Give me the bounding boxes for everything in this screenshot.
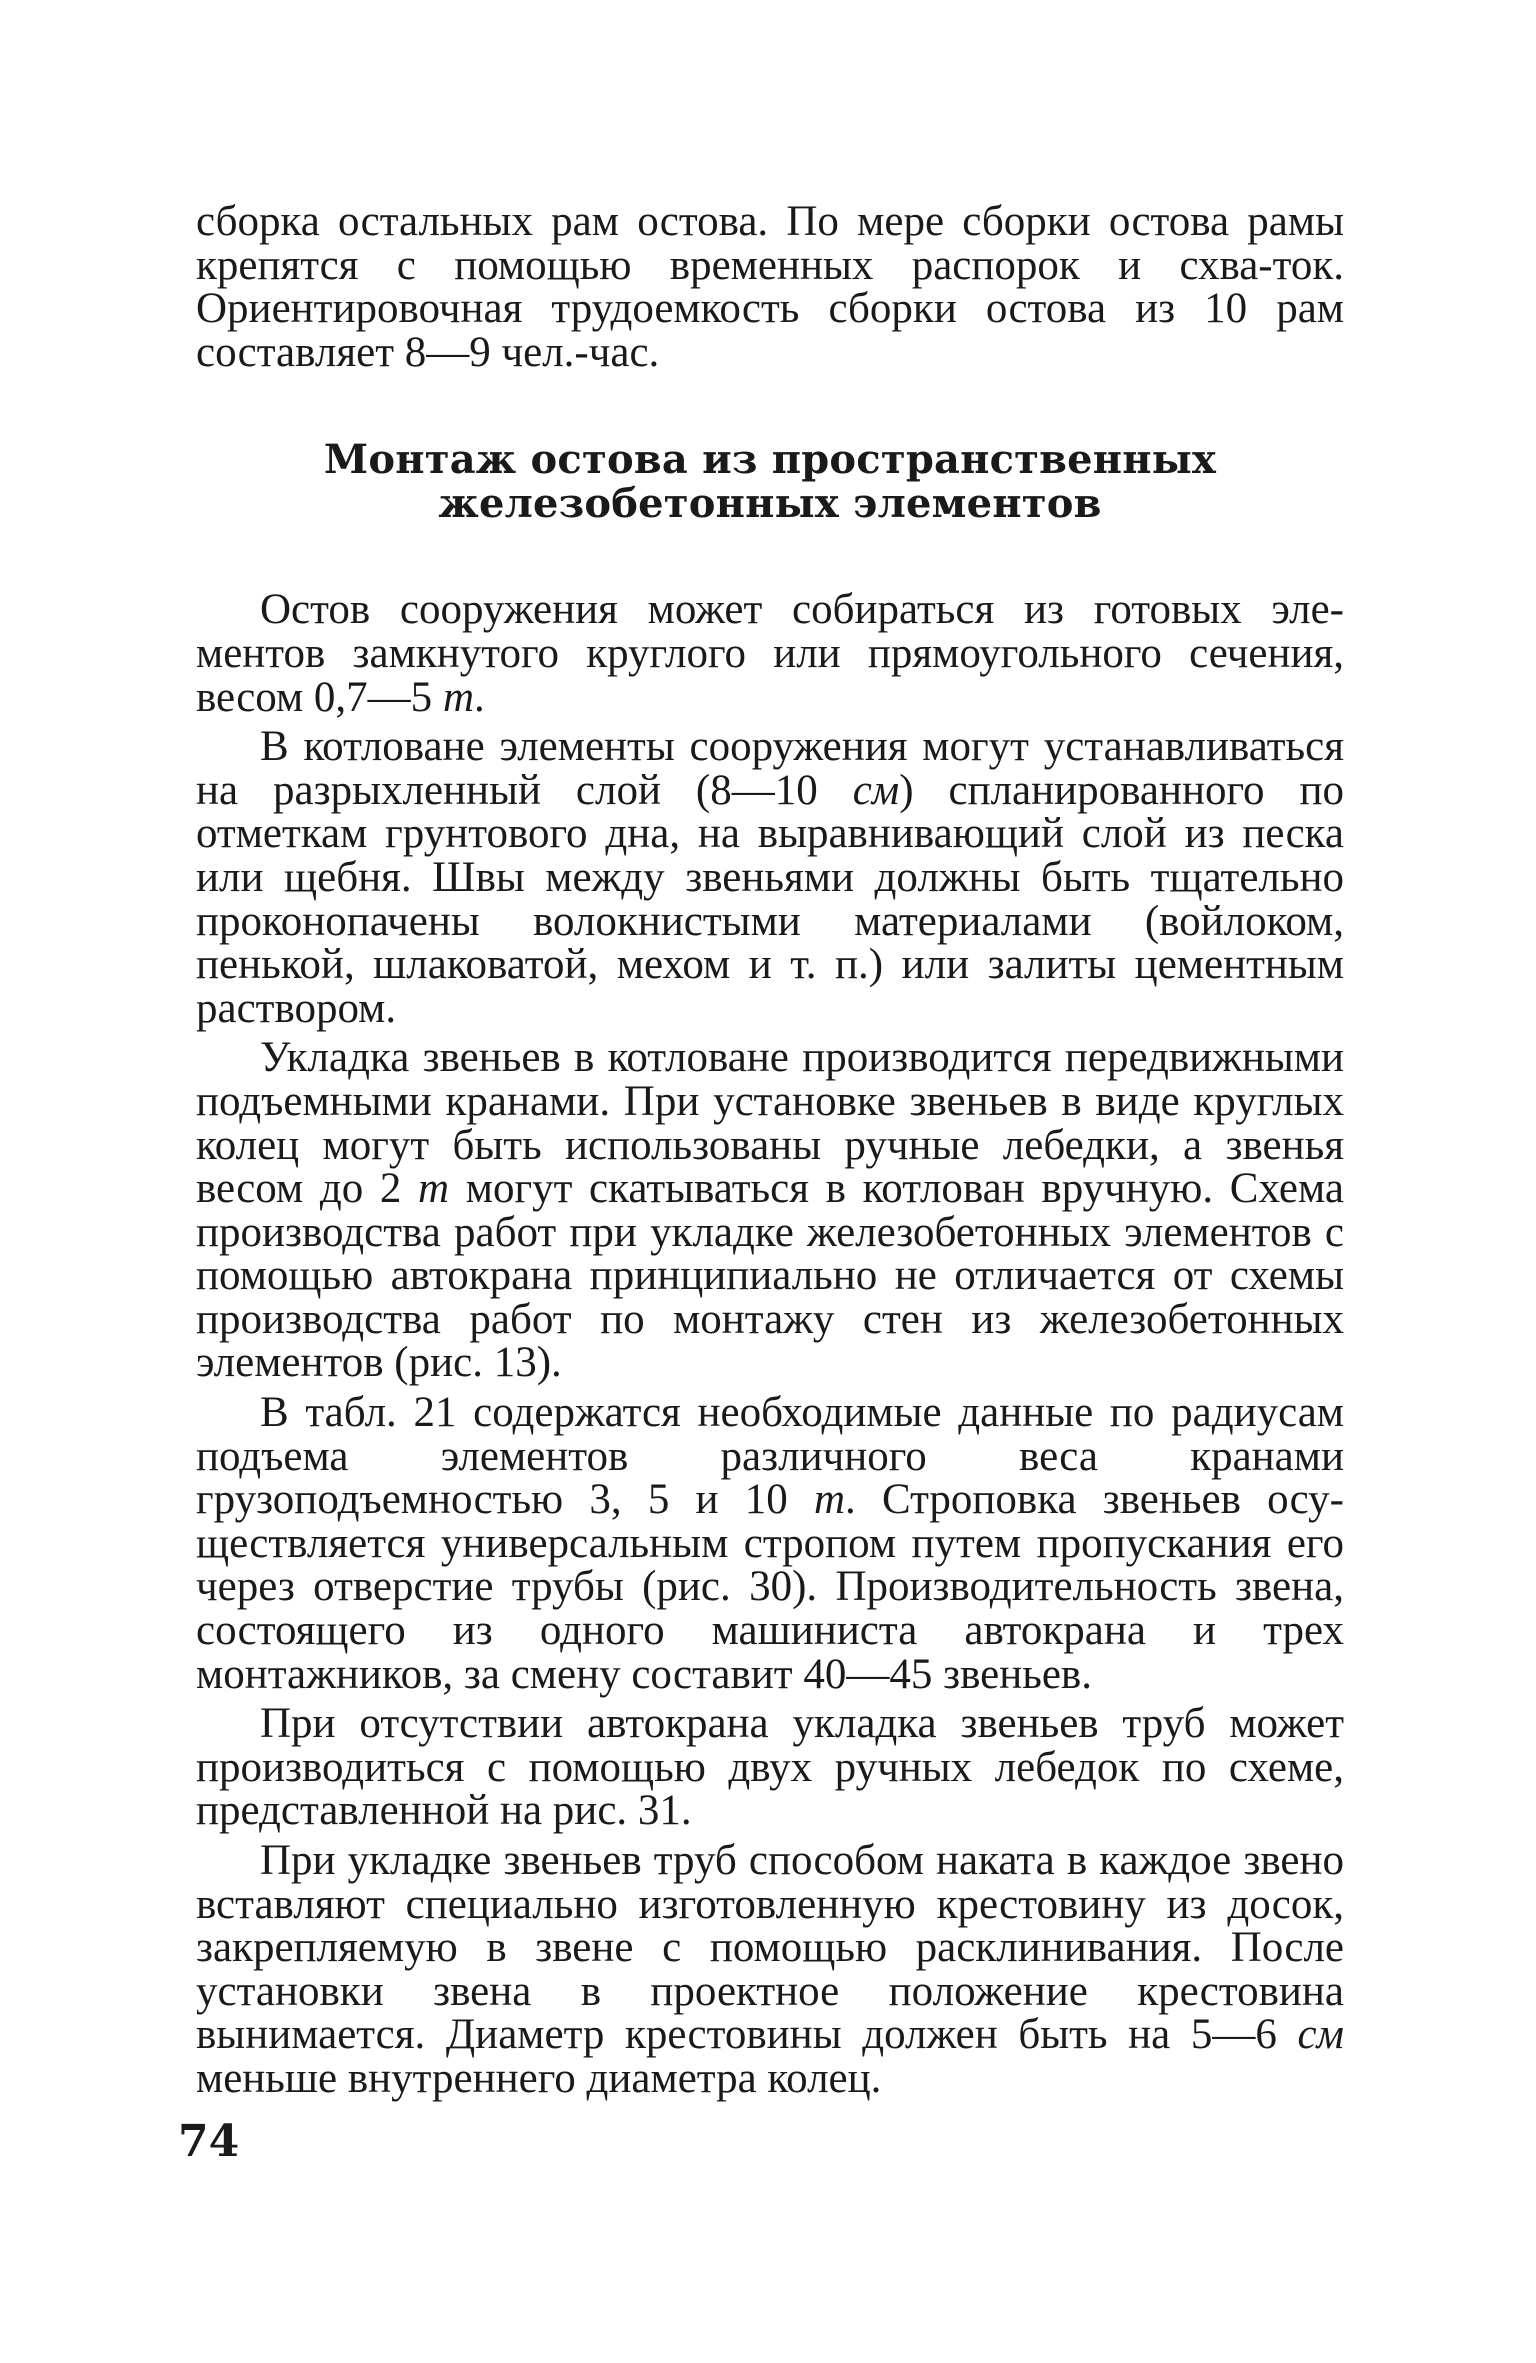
paragraph: В котловане элементы сооружения могут устанавливаться на разрыхленный слой (8—10 см) спланированного по отметкам грунтового дна, на выравнивающий слой из песка или щебня. Швы между звеньями должны быть тщательно проконопачены волокнистыми материалами (войлоком, пенькой, шлаковатой, мехом и т. п.) или залиты цементным раствором.	[196, 723, 1345, 1032]
paragraph: Укладка звеньев в котловане производится передвижными подъемными кранами. При установке звеньев в виде круглых колец могут быть использованы ручные лебедки, а звенья весом до 2 т могут скатываться в котлован вручную. Схема производства работ при укладке железобетонных элементов с помощью автокрана принципиально не отличается от схемы производства работ по монтажу стен из железобетонных элементов (рис. 13).	[196, 1034, 1344, 1387]
page-number: 74	[178, 2116, 240, 2167]
intro-paragraph: сборка остальных рам остова. По мере сборки остова рамы крепятся с помощью временных распорок и схва-ток. Ориентировочная трудоемкость сборки остова из 10 рам составляет 8—9 чел.-час.	[196, 198, 1344, 376]
paragraph: Остов сооружения может собираться из готовых элементов замкнутого круглого или прямоугольного сечения, весом 0,7—5 т.	[196, 586, 1344, 721]
paragraph: При отсутствии автокрана укладка звеньев труб может производиться с помощью двух ручных лебедок по схеме, представленной на рис. 31.	[196, 1700, 1344, 1835]
paragraph: При укладке звеньев труб способом наката в каждое звено вставляют специально изготовленную крестовину из досок, закрепляемую в звене с помощью расклинивания. После установки звена в проектное положение крестовина вынимается. Диаметр крестовины должен быть на 5—6 см меньше внутреннего диаметра колец.	[196, 1837, 1344, 2102]
section-heading-line-2: железобетонных элементов	[438, 480, 1102, 528]
page-body	[196, 200, 1344, 2101]
section-heading	[196, 438, 1344, 526]
section-heading-line-1: Монтаж остова из пространственных	[323, 436, 1217, 484]
paragraph: В табл. 21 содержатся необходимые данные по радиусам подъема элементов различного веса кранами грузоподъемностью 3, 5 и 10 т. Строповка звеньев осуществляется универсальным стропом путем пропускания его через отверстие трубы (рис. 30). Производительность звена, состоящего из одного машиниста автокрана и трех монтажников, за смену составит 40—45 звеньев.	[196, 1389, 1344, 1698]
